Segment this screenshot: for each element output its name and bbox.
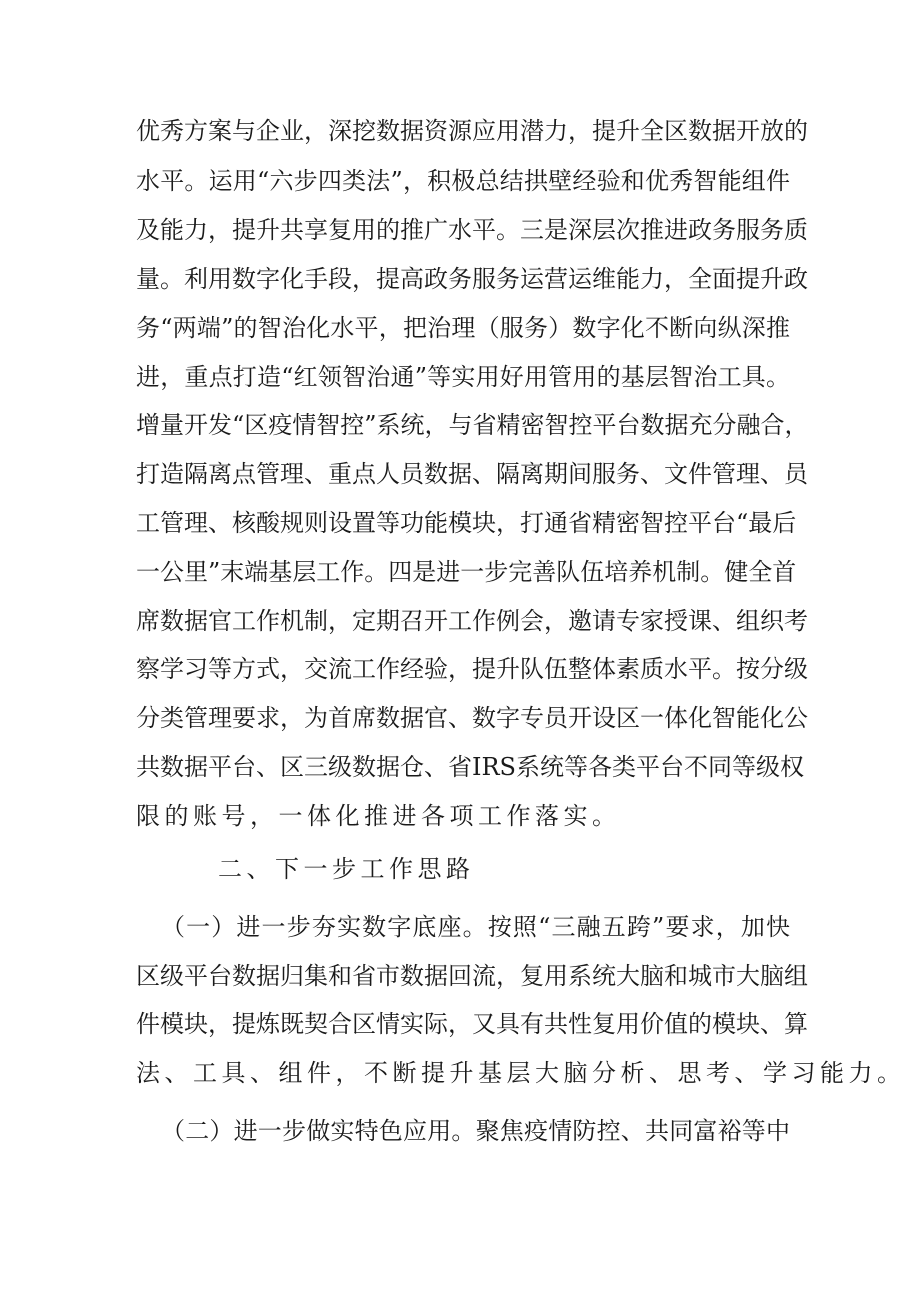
text-line: 一公里”末端基层工作。四是进一步完善队伍培养机制。健全首: [136, 558, 797, 586]
text-line: 增量开发“区疫情智控”系统，与省精密智控平台数据充分融合，: [136, 411, 809, 439]
text-line: 共数据平台、区三级数据仓、省IRS系统等各类平台不同等级权: [136, 753, 804, 781]
text-line: 优秀方案与企业，深挖数据资源应用潜力，提升全区数据开放的: [136, 117, 808, 145]
text-line: （一）进一步夯实数字底座。按照“三融五跨”要求，加快: [161, 913, 790, 941]
text-line: 进，重点打造“红领智治通”等实用好用管用的基层智治工具。: [136, 363, 790, 391]
text-line: 务“两端”的智治化水平，把治理（服务）数字化不断向纵深推: [136, 314, 790, 342]
text-line: 区级平台数据归集和省市数据回流，复用系统大脑和城市大脑组: [136, 962, 808, 990]
text-line: 限的账号，一体化推进各项工作落实。: [136, 802, 621, 830]
text-line: （二）进一步做实特色应用。聚焦疫情防控、共同富裕等中: [161, 1117, 790, 1145]
text-line: 件模块，提炼既契合区情实际，又具有共性复用价值的模块、算: [136, 1010, 808, 1038]
text-line: 量。利用数字化手段，提高政务服务运营运维能力，全面提升政: [136, 265, 808, 293]
text-line: 工管理、核酸规则设置等功能模块，打通省精密智控平台“最后: [136, 509, 797, 537]
section-heading: 二、下一步工作思路: [218, 855, 475, 883]
text-line: 分类管理要求，为首席数据官、数字专员开设区一体化智能化公: [136, 704, 808, 732]
text-line: 法、工具、组件，不断提升基层大脑分析、思考、学习能力。: [136, 1059, 906, 1087]
text-line: 打造隔离点管理、重点人员数据、隔离期间服务、文件管理、员: [136, 460, 808, 488]
text-line: 及能力，提升共享复用的推广水平。三是深层次推进政务服务质: [136, 216, 808, 244]
text-line: 席数据官工作机制，定期召开工作例会，邀请专家授课、组织考: [136, 607, 808, 635]
text-line: 察学习等方式，交流工作经验，提升队伍整体素质水平。按分级: [136, 655, 808, 683]
text-line: 水平。运用“六步四类法”，积极总结拱壁经验和优秀智能组件: [136, 167, 790, 195]
